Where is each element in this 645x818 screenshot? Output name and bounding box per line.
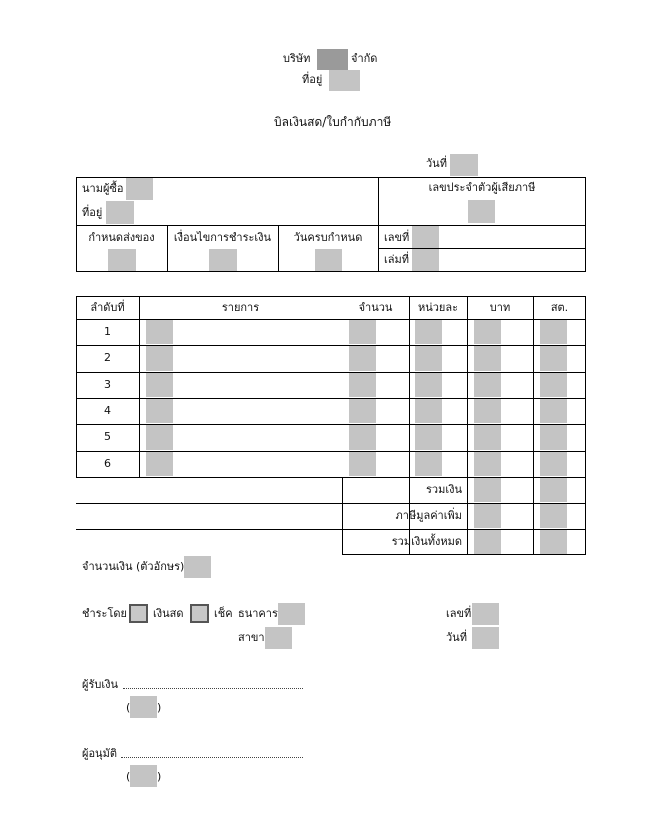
buyer-address-field[interactable] — [106, 201, 134, 224]
col-header-no: ลำดับที่ — [90, 301, 125, 314]
cheque-number-label: เลขที่ — [446, 607, 472, 620]
approver-signature-line[interactable] — [121, 757, 303, 758]
item-baht-field[interactable] — [474, 399, 501, 423]
item-description-field[interactable] — [146, 373, 173, 397]
branch-label: สาขา — [238, 631, 265, 644]
invoice-number-label: เลขที่ — [384, 231, 410, 244]
company-name-field[interactable] — [317, 49, 348, 70]
cheque-checkbox[interactable] — [190, 604, 209, 623]
company-suffix-label: จำกัด — [351, 52, 378, 65]
amount-words-label: จำนวนเงิน (ตัวอักษร) — [82, 560, 185, 573]
item-quantity-field[interactable] — [349, 320, 376, 344]
grand-total-satang-field[interactable] — [540, 530, 567, 554]
item-baht-field[interactable] — [474, 452, 501, 476]
item-satang-field[interactable] — [540, 399, 567, 423]
due-date-field[interactable] — [315, 249, 342, 271]
buyer-address-label: ที่อยู่ — [82, 206, 103, 219]
approver-label: ผู้อนุมัติ — [82, 747, 117, 760]
col-header-satang: สต. — [550, 301, 569, 314]
bank-label: ธนาคาร — [238, 607, 278, 620]
cheque-date-field[interactable] — [472, 627, 499, 649]
row-number: 5 — [104, 430, 111, 443]
subtotal-satang-field[interactable] — [540, 478, 567, 502]
item-satang-field[interactable] — [540, 346, 567, 371]
receiver-label: ผู้รับเงิน — [82, 678, 118, 691]
receiver-close-paren: ) — [157, 701, 162, 714]
company-address-field[interactable] — [329, 70, 360, 91]
amount-words-field[interactable] — [184, 556, 211, 578]
item-description-field[interactable] — [146, 399, 173, 423]
date-field[interactable] — [450, 154, 478, 176]
col-header-quantity: จำนวน — [358, 301, 393, 314]
bank-field[interactable] — [278, 603, 305, 625]
divider — [378, 248, 586, 249]
tax-id-label: เลขประจำตัวผู้เสียภาษี — [428, 181, 536, 194]
item-baht-field[interactable] — [474, 346, 501, 371]
approver-name-field[interactable] — [130, 765, 157, 787]
item-quantity-field[interactable] — [349, 373, 376, 397]
book-number-label: เล่มที่ — [384, 253, 410, 266]
cheque-label: เช็ค — [214, 607, 233, 620]
vat-satang-field[interactable] — [540, 504, 567, 528]
item-description-field[interactable] — [146, 346, 173, 371]
payment-terms-field[interactable] — [209, 249, 237, 271]
payment-terms-label: เงื่อนไขการชำระเงิน — [173, 231, 272, 244]
buyer-name-field[interactable] — [126, 178, 153, 200]
buyer-name-label: นามผู้ซื้อ — [82, 182, 124, 195]
row-number: 2 — [104, 351, 111, 364]
item-quantity-field[interactable] — [349, 425, 376, 450]
col-header-baht: บาท — [489, 301, 511, 314]
row-number: 1 — [104, 325, 111, 338]
company-address-label: ที่อยู่ — [302, 73, 323, 86]
subtotal-label: รวมเงิน — [426, 483, 462, 496]
item-unit-price-field[interactable] — [415, 346, 442, 371]
vat-baht-field[interactable] — [474, 504, 501, 528]
item-quantity-field[interactable] — [349, 346, 376, 371]
divider — [76, 529, 586, 530]
grand-total-label: รวมเงินทั้งหมด — [391, 535, 462, 548]
delivery-label: กำหนดส่งของ — [88, 231, 155, 244]
item-quantity-field[interactable] — [349, 399, 376, 423]
item-quantity-field[interactable] — [349, 452, 376, 476]
divider — [533, 296, 534, 555]
vat-label: ภาษีมูลค่าเพิ่ม — [395, 509, 462, 522]
item-unit-price-field[interactable] — [415, 399, 442, 423]
item-baht-field[interactable] — [474, 320, 501, 344]
col-header-description: รายการ — [221, 301, 260, 314]
item-description-field[interactable] — [146, 425, 173, 450]
cheque-date-label: วันที่ — [446, 631, 467, 644]
date-label: วันที่ — [426, 157, 447, 170]
item-satang-field[interactable] — [540, 452, 567, 476]
pay-by-label: ชำระโดย — [82, 607, 127, 620]
item-satang-field[interactable] — [540, 373, 567, 397]
item-unit-price-field[interactable] — [415, 425, 442, 450]
row-number: 6 — [104, 457, 111, 470]
tax-id-field[interactable] — [468, 200, 495, 223]
approver-close-paren: ) — [157, 770, 162, 783]
item-description-field[interactable] — [146, 320, 173, 344]
item-satang-field[interactable] — [540, 320, 567, 344]
receiver-name-field[interactable] — [130, 696, 157, 718]
receiver-open-paren: ( — [126, 701, 131, 714]
company-prefix-label: บริษัท — [283, 52, 311, 65]
grand-total-baht-field[interactable] — [474, 530, 501, 554]
item-description-field[interactable] — [146, 452, 173, 476]
row-number: 4 — [104, 404, 111, 417]
item-baht-field[interactable] — [474, 373, 501, 397]
approver-open-paren: ( — [126, 770, 131, 783]
item-unit-price-field[interactable] — [415, 373, 442, 397]
item-unit-price-field[interactable] — [415, 320, 442, 344]
col-header-unit-price: หน่วยละ — [417, 301, 459, 314]
item-unit-price-field[interactable] — [415, 452, 442, 476]
cash-checkbox[interactable] — [129, 604, 148, 623]
item-baht-field[interactable] — [474, 425, 501, 450]
divider — [467, 296, 468, 555]
due-date-label: วันครบกำหนด — [293, 231, 363, 244]
item-satang-field[interactable] — [540, 425, 567, 450]
receiver-signature-line[interactable] — [123, 688, 303, 689]
branch-field[interactable] — [265, 627, 292, 649]
row-number: 3 — [104, 378, 111, 391]
invoice-number-field[interactable] — [412, 226, 439, 248]
cheque-number-field[interactable] — [472, 603, 499, 625]
delivery-field[interactable] — [108, 249, 136, 271]
divider — [76, 503, 586, 504]
subtotal-baht-field[interactable] — [474, 478, 501, 502]
divider — [76, 225, 586, 226]
book-number-field[interactable] — [412, 249, 439, 271]
document-title: บิลเงินสด/ใบกำกับภาษี — [274, 115, 392, 129]
cash-label: เงินสด — [153, 607, 184, 620]
